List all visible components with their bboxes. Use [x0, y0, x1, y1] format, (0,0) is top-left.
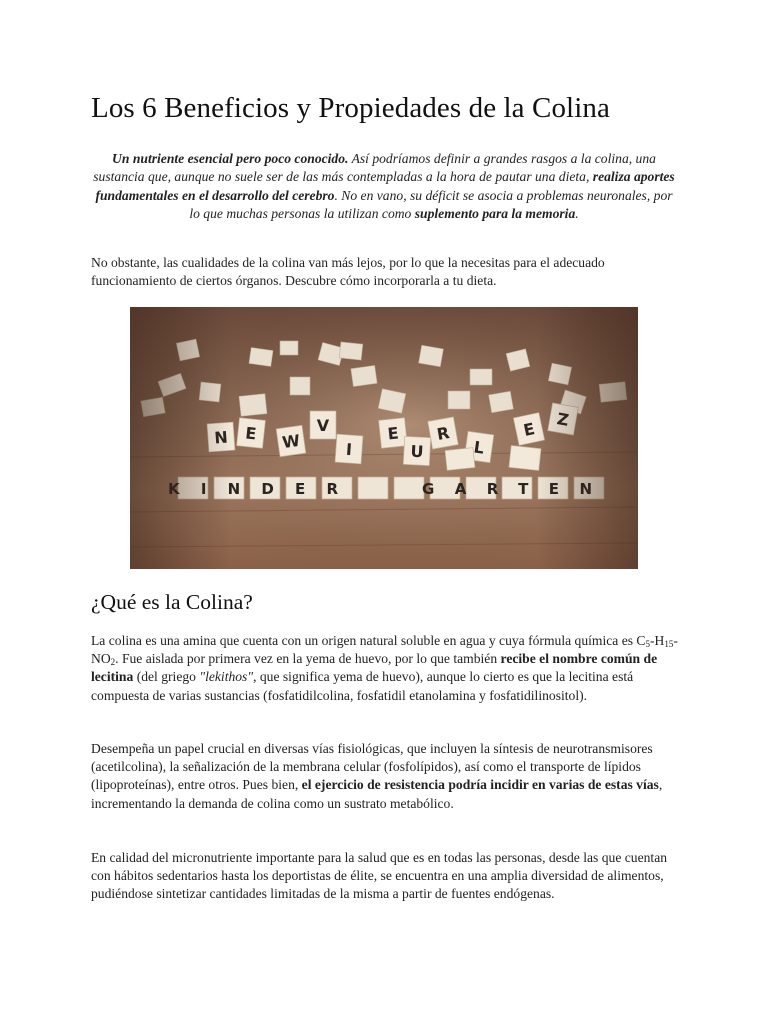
p3-text-1: Desempeña un papel crucial en diversas vías fisiológicas, que incluyen la síntesis de neurotransmisores (acetilcolina), la señalización de la membrana celular (fosfolípidos), así como el transporte de lípidos (lipoproteínas), entre otros. Pues bien, [91, 741, 653, 793]
p2-sub-1: 5 [645, 639, 651, 649]
paragraph-4: En calidad del micronutriente importante para la salud que es en todas las personas, desde las que cuentan con hábitos sedentarios hasta los deportistas de élite, se encuentra en una amplia diversidad de alimentos, pudiéndose sintetizar cantidades limitadas de la misma a partir de fuentes endógenas. [91, 850, 668, 902]
intro-text-2: . No en vano, su déficit se asocia a problemas neuronales, por lo que muchas personas la utilizan como [189, 187, 673, 222]
paragraph-3 [91, 740, 681, 813]
p2-text-3: -NO [91, 633, 678, 667]
p2-sub-3: 2 [110, 657, 116, 668]
p2-sub-2: 15 [664, 639, 674, 649]
p2-text-5: (del griego [133, 669, 200, 685]
article-title: Los 6 Beneficios y Propiedades de la Colina [91, 92, 610, 124]
p2-text-1: La colina es una amina que cuenta con un origen natural soluble en agua y cuya fórmula química es C [91, 633, 646, 648]
p2-text-4: . Fue aislada por primera vez en la yema de huevo, por lo que también [115, 651, 501, 667]
p3-text-2: , incrementando la demanda de colina como un sustrato metabólico. [91, 777, 663, 811]
intro-bold-3: suplemento para la memoria [414, 206, 576, 222]
scrabble-tiles-photo [130, 307, 638, 569]
article-image [130, 307, 638, 569]
p2-text-6: , que significa yema de huevo), aunque lo cierto es que la lecitina está compuesta de varias sustancias (fosfatidilcolina, fosfatidil etanolamina y fosfatidilinositol). [91, 669, 634, 703]
p2-text-2: -H [650, 633, 665, 648]
p2-italic-1: "lekithos" [199, 669, 254, 685]
intro-paragraph [92, 150, 676, 224]
section-heading: ¿Qué es la Colina? [91, 590, 253, 614]
intro-bold-1: Un nutriente esencial pero poco conocido. [112, 151, 349, 166]
intro-bold-2: realiza aportes fundamentales en el desarrollo del cerebro [95, 169, 675, 203]
p3-bold-1: el ejercicio de resistencia podría incidir en varias de estas vías [301, 777, 659, 793]
paragraph-2 [91, 632, 681, 705]
intro-text-3: . [575, 206, 579, 222]
paragraph-1: No obstante, las cualidades de la colina van más lejos, por lo que la necesitas para el adecuado funcionamiento de ciertos órganos. Descubre cómo incorporarla a tu dieta. [91, 255, 605, 289]
intro-text-1: Así podríamos definir a grandes rasgos a la colina, una sustancia que, aunque no suele ser de las más contempladas a la hora de pautar una dieta, [93, 151, 656, 185]
p2-bold-1: recibe el nombre común de lecitina [91, 651, 658, 685]
